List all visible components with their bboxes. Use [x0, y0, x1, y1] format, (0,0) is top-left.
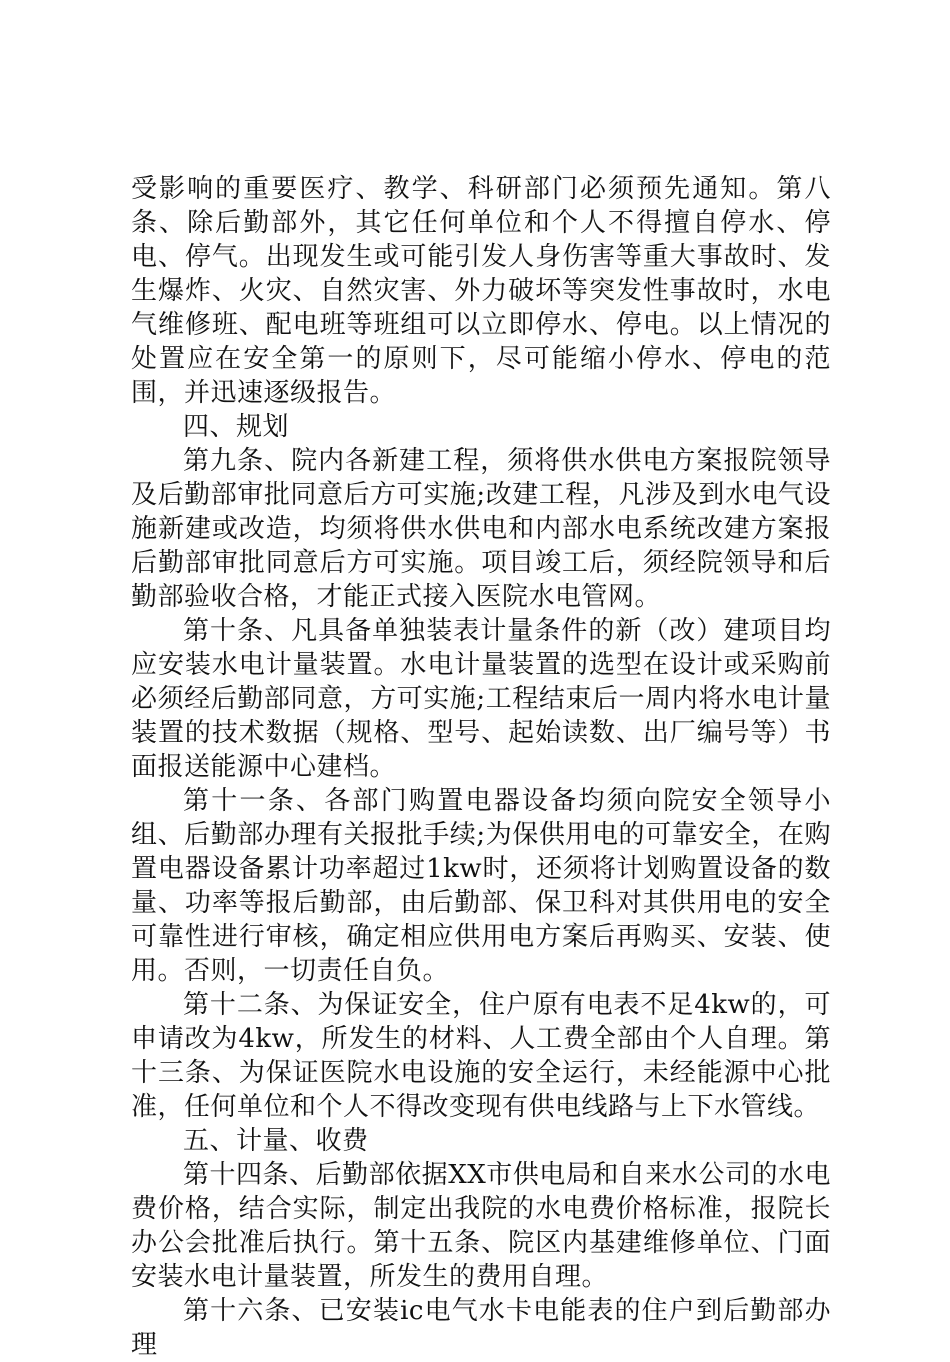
paragraph-article-12-13: 第十二条、为保证安全，住户原有电表不足4kw的，可申请改为4kw，所发生的材料、人工费全部由个人自理。第十三条、为保证医院水电设施的安全运行，未经能源中心批准，任何单位和个人不得改变现有供电线路与上下水管线。	[131, 990, 831, 1122]
document-body	[131, 172, 831, 1362]
paragraph-continuation: 受影响的重要医疗、教学、科研部门必须预先通知。第八条、除后勤部外，其它任何单位和个人不得擅自停水、停电、停气。出现发生或可能引发人身伤害等重大事故时、发生爆炸、火灾、自然灾害、外力破坏等突发性事故时，水电气维修班、配电班等班组可以立即停水、停电。以上情况的处置应在安全第一的原则下，尽可能缩小停水、停电的范围，并迅速逐级报告。	[131, 174, 831, 408]
paragraph-article-11: 第十一条、各部门购置电器设备均须向院安全领导小组、后勤部办理有关报批手续;为保供用电的可靠安全，在购置电器设备累计功率超过1kw时，还须将计划购置设备的数量、功率等报后勤部，由后勤部、保卫科对其供用电的安全可靠性进行审核，确定相应供用电方案后再购买、安装、使用。否则，一切责任自负。	[131, 786, 831, 986]
paragraph-article-14-15: 第十四条、后勤部依据XX市供电局和自来水公司的水电费价格，结合实际，制定出我院的水电费价格标准，报院长办公会批准后执行。第十五条、院区内基建维修单位、门面安装水电计量装置，所发生的费用自理。	[131, 1160, 831, 1292]
paragraph-article-10: 第十条、凡具备单独装表计量条件的新（改）建项目均应安装水电计量装置。水电计量装置的选型在设计或采购前必须经后勤部同意，方可实施;工程结束后一周内将水电计量装置的技术数据（规格、型号、起始读数、出厂编号等）书面报送能源中心建档。	[131, 616, 831, 782]
section-heading-planning: 四、规划	[183, 412, 290, 442]
section-heading-metering: 五、计量、收费	[183, 1126, 369, 1156]
paragraph-article-9: 第九条、院内各新建工程，须将供水供电方案报院领导及后勤部审批同意后方可实施;改建工程，凡涉及到水电气设施新建或改造，均须将供水供电和内部水电系统改建方案报后勤部审批同意后方可实施。项目竣工后，须经院领导和后勤部验收合格，才能正式接入医院水电管网。	[131, 446, 831, 612]
paragraph-article-16: 第十六条、已安装ic电气水卡电能表的住户到后勤部办理	[131, 1296, 831, 1360]
